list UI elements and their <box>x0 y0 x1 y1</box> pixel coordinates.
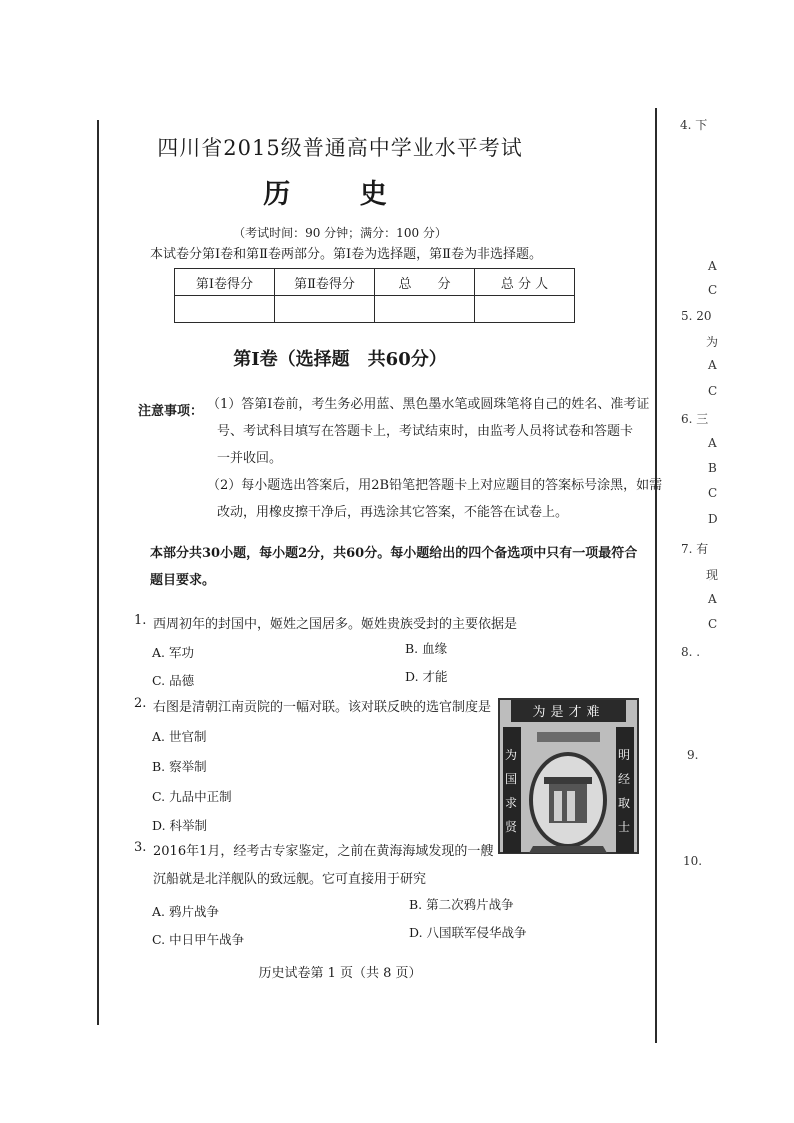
note-1-line-1: （1）答第Ⅰ卷前，考生务必用蓝、黑色墨水笔或圆珠笔将自己的姓名、准考证 <box>207 397 650 412</box>
edge-q8: 8. . <box>681 645 701 659</box>
note-1-line-3: 一并收回。 <box>217 451 283 466</box>
question-3-number: 3. <box>134 840 147 855</box>
edge-q6-a: A <box>708 436 717 450</box>
edge-q5-c: C <box>708 384 718 398</box>
edge-q4: 4. 下 <box>680 118 708 132</box>
question-1-option-b[interactable]: B. 血缘 <box>405 641 448 656</box>
edge-q7-c: C <box>708 617 718 631</box>
score-cell-part2[interactable] <box>275 296 375 323</box>
note-1-line-2: 号、考试科目填写在答题卡上，考试结束时，由监考人员将试卷和答题卡 <box>217 424 634 439</box>
score-header-scorer: 总 分 人 <box>475 269 575 296</box>
edge-q7-a: A <box>708 592 717 606</box>
edge-q6-c: C <box>708 486 718 500</box>
note-2-line-2: 改动，用橡皮擦干净后，再选涂其它答案，不能答在试卷上。 <box>217 505 569 520</box>
question-2-option-d[interactable]: D. 科举制 <box>152 818 208 833</box>
question-3-text-line-1: 2016年1月，经考古专家鉴定，之前在黄海海域发现的一艘 <box>153 844 494 859</box>
part1-title: 第Ⅰ卷（选择题 共60分） <box>233 349 447 370</box>
edge-q5-a: A <box>708 358 717 372</box>
score-header-total: 总 分 <box>375 269 475 296</box>
question-1-number: 1. <box>134 613 147 628</box>
subject-title: 历 史 <box>263 179 417 210</box>
edge-q6-d: D <box>708 512 718 526</box>
edge-q9: 9. <box>687 748 699 762</box>
page-footer: 历史试卷第 1 页（共 8 页） <box>258 966 422 981</box>
question-3-option-a[interactable]: A. 鸦片战争 <box>152 904 219 919</box>
page-divider-line <box>655 108 657 1043</box>
exam-description: 本试卷分第Ⅰ卷和第Ⅱ卷两部分。第Ⅰ卷为选择题，第Ⅱ卷为非选择题。 <box>150 247 542 262</box>
edge-q4-c: C <box>708 283 718 297</box>
question-2-number: 2. <box>134 696 147 711</box>
question-1-text: 西周初年的封国中，姬姓之国居多。姬姓贵族受封的主要依据是 <box>153 617 518 632</box>
edge-q6-b: B <box>708 461 717 475</box>
couplet-right-scroll: 明经取士 <box>618 748 631 834</box>
edge-q6: 6. 三 <box>681 412 709 426</box>
exam-title: 四川省2015级普通高中学业水平考试 <box>157 136 523 160</box>
edge-q7: 7. 有 <box>681 542 709 556</box>
question-2-option-b[interactable]: B. 察举制 <box>152 759 207 774</box>
edge-q10: 10. <box>683 854 703 868</box>
couplet-image <box>497 697 640 855</box>
edge-q7-text: 现 <box>706 568 719 582</box>
question-1-option-a[interactable]: A. 军功 <box>152 645 194 660</box>
notes-label: 注意事项： <box>138 404 204 419</box>
edge-q4-a: A <box>708 259 717 273</box>
question-2-option-c[interactable]: C. 九品中正制 <box>152 789 232 804</box>
left-margin-line <box>97 120 99 1025</box>
score-cell-scorer[interactable] <box>475 296 575 323</box>
question-3-text-line-2: 沉船就是北洋舰队的致远舰。它可直接用于研究 <box>153 872 427 887</box>
edge-q5: 5. 20 <box>681 309 712 323</box>
score-cell-total[interactable] <box>375 296 475 323</box>
score-header-part2: 第Ⅱ卷得分 <box>275 269 375 296</box>
question-3-option-d[interactable]: D. 八国联军侵华战争 <box>409 925 527 940</box>
instruction-line-1: 本部分共30小题，每小题2分，共60分。每小题给出的四个备选项中只有一项最符合 <box>150 546 638 561</box>
instruction-line-2: 题目要求。 <box>150 573 216 588</box>
score-table <box>174 268 575 323</box>
couplet-top-scroll: 为是才难 <box>532 705 605 720</box>
question-2-text: 右图是清朝江南贡院的一幅对联。该对联反映的选官制度是 <box>153 700 492 715</box>
couplet-left-scroll: 为国求贤 <box>505 748 518 834</box>
edge-q5-text: 为 <box>706 335 719 349</box>
question-2-option-a[interactable]: A. 世官制 <box>152 729 207 744</box>
note-2-line-1: （2）每小题选出答案后，用2B铅笔把答题卡上对应题目的答案标号涂黑，如需 <box>207 478 663 493</box>
question-1-option-d[interactable]: D. 才能 <box>405 669 448 684</box>
question-3-option-b[interactable]: B. 第二次鸦片战争 <box>409 897 514 912</box>
question-3-option-c[interactable]: C. 中日甲午战争 <box>152 932 245 947</box>
score-cell-part1[interactable] <box>175 296 275 323</box>
exam-info: （考试时间：90 分钟；满分：100 分） <box>233 226 447 240</box>
question-1-option-c[interactable]: C. 品德 <box>152 673 195 688</box>
score-header-part1: 第Ⅰ卷得分 <box>175 269 275 296</box>
